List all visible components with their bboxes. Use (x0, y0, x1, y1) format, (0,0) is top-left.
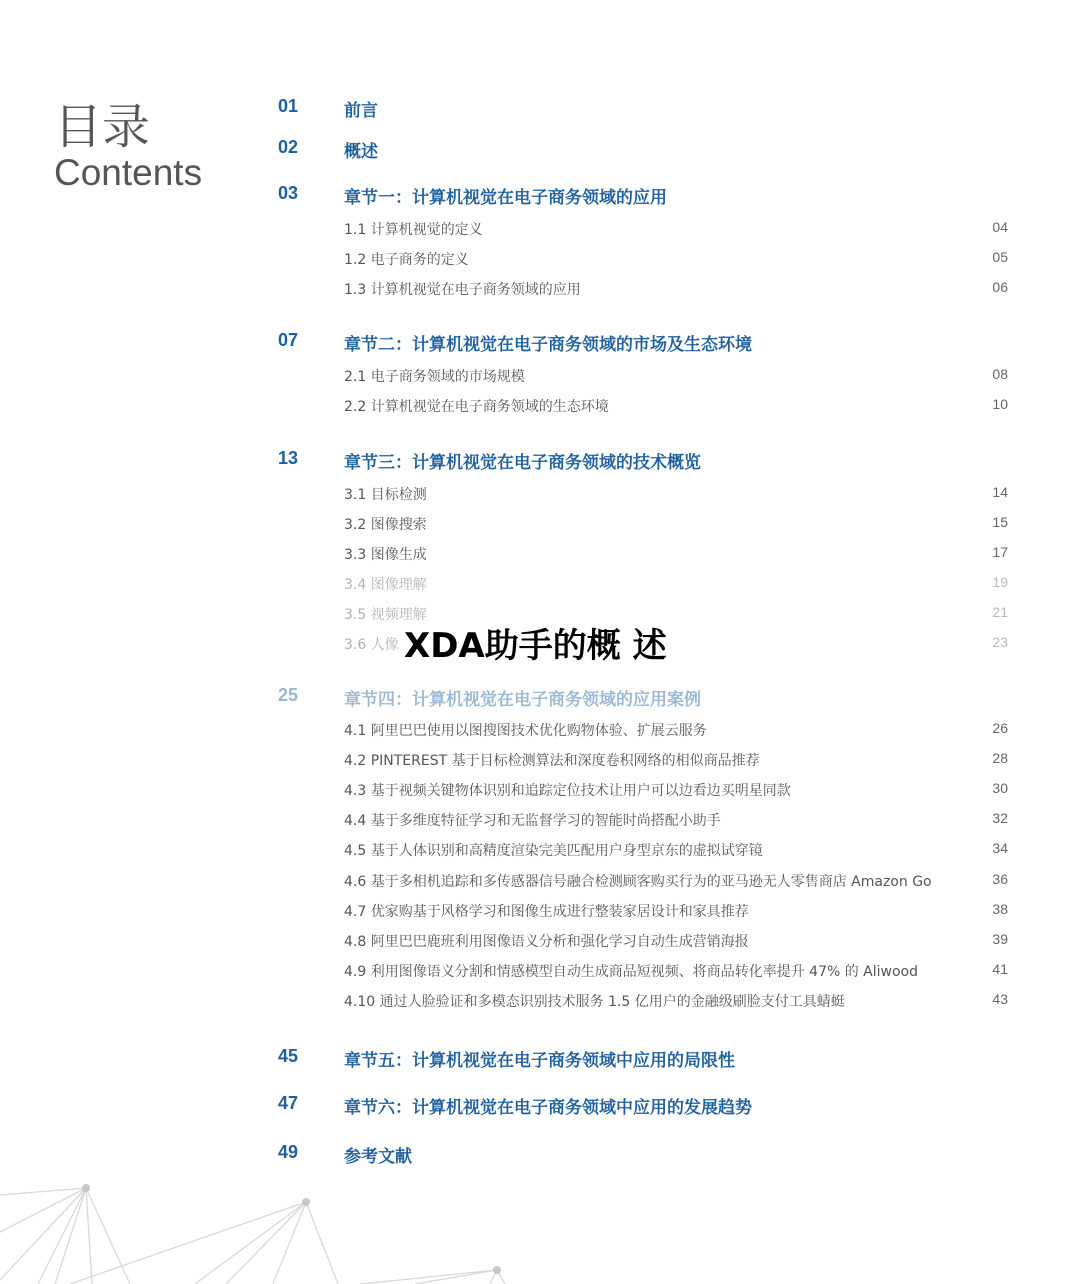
section-page-number: 10 (992, 396, 1008, 412)
chapter-page-number: 03 (278, 183, 299, 203)
section-title: 4.1 阿里巴巴使用以图搜图技术优化购物体验、扩展云服务 (344, 723, 707, 739)
chapter-page-number: 49 (278, 1142, 299, 1162)
section-page-number: 08 (992, 366, 1008, 382)
chapter-title: 章节六：计算机视觉在电子商务领域中应用的发展趋势 (344, 1098, 752, 1118)
section-title: 1.2 电子商务的定义 (344, 252, 469, 268)
section-page-number: 32 (992, 810, 1008, 826)
section-title: 1.3 计算机视觉在电子商务领域的应用 (344, 282, 581, 298)
chapter-title: 章节四：计算机视觉在电子商务领域的应用案例 (344, 690, 701, 710)
section-title: 4.7 优家购基于风格学习和图像生成进行整装家居设计和家具推荐 (344, 904, 749, 920)
section-title: 4.10 通过人脸验证和多模态识别技术服务 1.5 亿用户的金融级刷脸支付工具蜻蜓 (344, 994, 845, 1010)
section-title: 4.3 基于视频关键物体识别和追踪定位技术让用户可以边看边买明星同款 (344, 783, 791, 799)
section-page-number: 17 (992, 544, 1008, 560)
overlay-watermark-text: XDA助手的概 述 (404, 626, 667, 666)
section-page-number: 36 (992, 871, 1008, 887)
chapter-title: 章节二：计算机视觉在电子商务领域的市场及生态环境 (344, 335, 752, 355)
section-page-number: 19 (992, 574, 1008, 590)
section-page-number: 06 (992, 279, 1008, 295)
section-title: 3.4 图像理解 (344, 577, 427, 593)
section-title: 4.9 利用图像语义分割和情感模型自动生成商品短视频、将商品转化率提升 47% 的 Aliwood (344, 964, 919, 980)
section-title: 3.3 图像生成 (344, 547, 427, 563)
chapter-title: 概述 (344, 142, 378, 162)
section-page-number: 43 (992, 991, 1008, 1007)
section-page-number: 28 (992, 750, 1008, 766)
chapter-page-number: 25 (278, 685, 299, 705)
section-title: 4.5 基于人体识别和高精度渲染完美匹配用户身型京东的虚拟试穿镜 (344, 843, 763, 859)
section-title: 4.8 阿里巴巴鹿班利用图像语义分析和强化学习自动生成营销海报 (344, 934, 749, 950)
section-title: 4.6 基于多相机追踪和多传感器信号融合检测顾客购买行为的亚马逊无人零售商店 Amazon Go (344, 874, 932, 890)
section-title: 4.4 基于多维度特征学习和无监督学习的智能时尚搭配小助手 (344, 813, 721, 829)
chapter-page-number: 13 (278, 448, 299, 468)
chapter-page-number: 01 (278, 96, 299, 116)
title-chinese: 目录 (54, 99, 151, 155)
section-page-number: 38 (992, 901, 1008, 917)
section-title: 3.5 视频理解 (344, 607, 427, 623)
section-title: 3.2 图像搜索 (344, 517, 427, 533)
title-english: Contents (54, 152, 203, 193)
section-page-number: 14 (992, 484, 1008, 500)
chapter-page-number: 47 (278, 1093, 299, 1113)
chapter-page-number: 07 (278, 330, 299, 350)
chapter-title: 章节三：计算机视觉在电子商务领域的技术概览 (344, 453, 701, 473)
section-page-number: 05 (992, 249, 1008, 265)
section-page-number: 39 (992, 931, 1008, 947)
section-title: 2.2 计算机视觉在电子商务领域的生态环境 (344, 399, 609, 415)
chapter-title: 章节五：计算机视觉在电子商务领域中应用的局限性 (344, 1051, 735, 1071)
section-page-number: 41 (992, 961, 1008, 977)
chapter-page-number: 02 (278, 137, 299, 157)
section-page-number: 26 (992, 720, 1008, 736)
section-title: 3.1 目标检测 (344, 487, 427, 503)
section-title: 4.2 PINTEREST 基于目标检测算法和深度卷积网络的相似商品推荐 (344, 753, 760, 769)
section-page-number: 21 (992, 604, 1008, 620)
section-page-number: 04 (992, 219, 1008, 235)
section-page-number: 30 (992, 780, 1008, 796)
chapter-title: 章节一：计算机视觉在电子商务领域的应用 (344, 188, 667, 208)
section-title: 2.1 电子商务领域的市场规模 (344, 369, 525, 385)
section-page-number: 34 (992, 840, 1008, 856)
chapter-page-number: 45 (278, 1046, 299, 1066)
section-page-number: 15 (992, 514, 1008, 530)
chapter-title: 前言 (344, 101, 378, 121)
section-title: 1.1 计算机视觉的定义 (344, 222, 483, 238)
section-title: 3.6 人像 (344, 637, 399, 653)
section-page-number: 23 (992, 634, 1008, 650)
chapter-title: 参考文献 (344, 1147, 412, 1167)
